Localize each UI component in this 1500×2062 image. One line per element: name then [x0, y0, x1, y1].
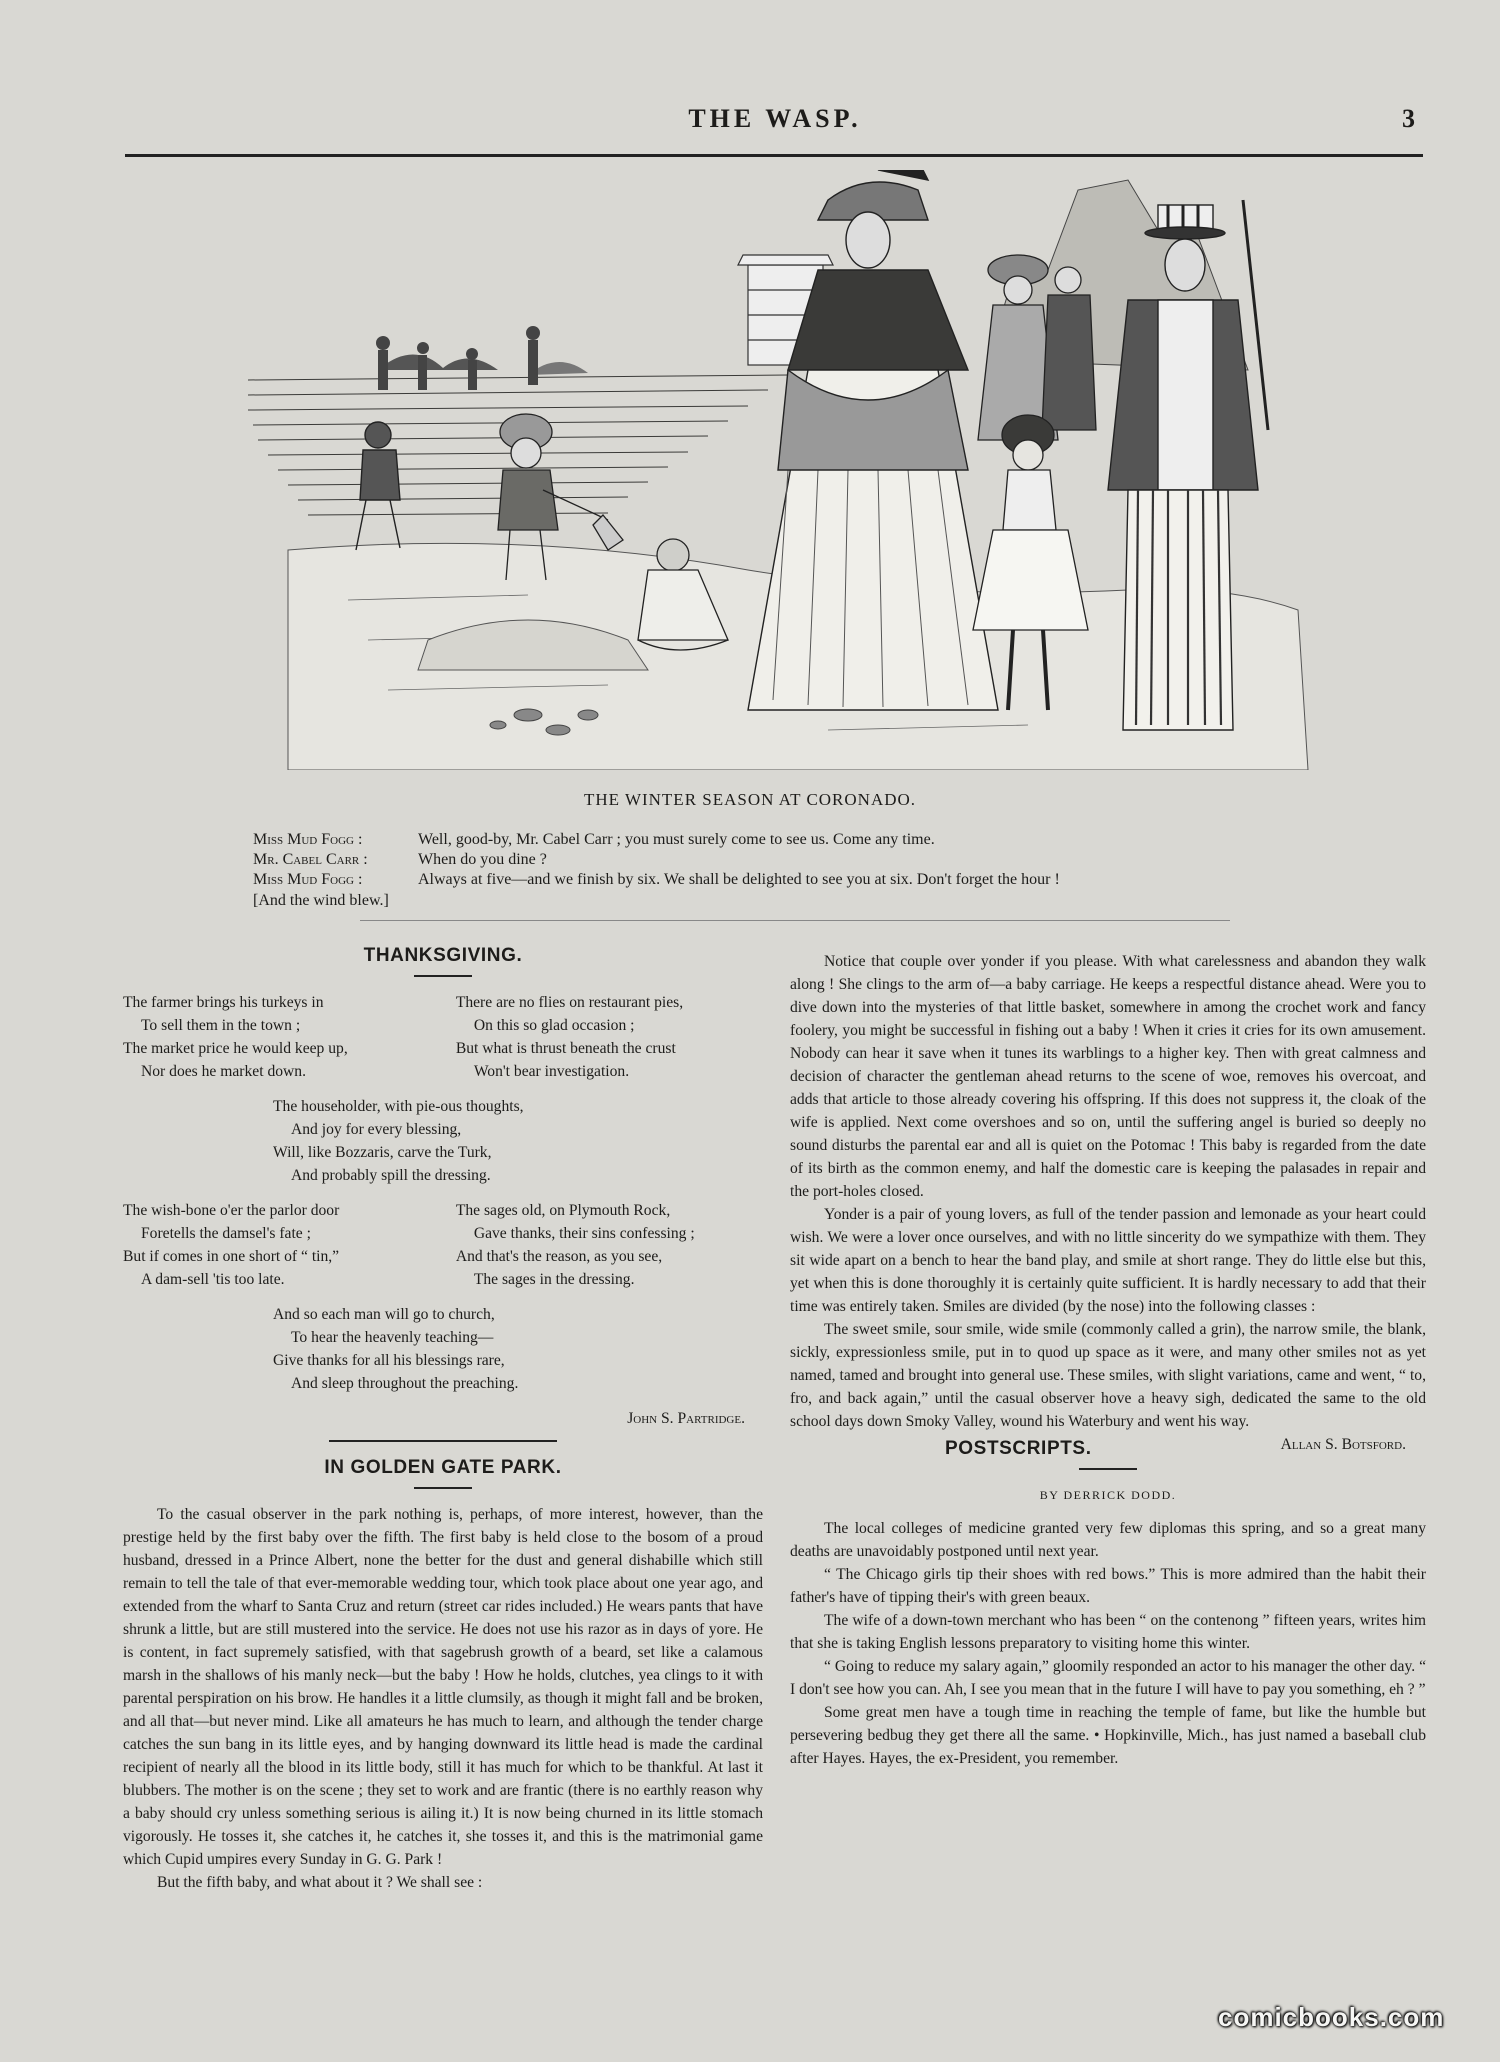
beach-scene-illustration — [228, 170, 1328, 770]
poem-stanza-pair — [123, 991, 763, 1083]
publication-title: THE WASP. — [688, 104, 862, 133]
left-column — [123, 944, 763, 1894]
poem-stanza — [273, 1303, 763, 1395]
poem-line: The market price he would keep up, — [123, 1040, 348, 1057]
speaker-name: Miss Mud Fogg : — [253, 871, 363, 888]
poem-stanza — [273, 1095, 763, 1187]
heading-rule — [414, 1487, 472, 1489]
poem-author: John S. Partridge. — [627, 1410, 745, 1427]
section-rule — [329, 1440, 557, 1442]
poem-line: The sages in the dressing. — [473, 1271, 635, 1288]
poem-line: And so each man will go to church, — [273, 1306, 495, 1323]
engraving-beach-scene-illustration — [228, 170, 1328, 770]
postscripts-body — [790, 1517, 1426, 1770]
article-paragraph: To the casual observer in the park nothing is, perhaps, of more interest, however, than the prestige held by the first baby over the fifth. The first baby is held close to the bosom of a proud husband, dressed in a Prince Albert, none the better for the dust and general dishabille which still remain to tell the tale of that ever-memorable wedding tour, which took place about one year ago, and extended from the wharf to Santa Cruz and return (street car rides included.) He wears pants that have shrunk a little, but are still mustered into the service. He does not use his razor as in days of yore. He is content, in fact supremely satisfied, with that sagebrush growth of a beard, set like a calamous marsh in the shallows of his manly neck—but the baby ! How he holds, clutches, yea clings to it with parental perspiration on his brow. He handles it a little clumsily, as though it might fall and be broken, and all that—but never mind. Like all amateurs he has much to learn, and although the tender charge catches the sun bang in its little eyes, and by hanging downward its little head is made the cardinal recipient of nearly all the blood in its little body, still it has much for which to be thankful. At last it blubbers. The mother is on the scene ; they set to work and are frantic (there is no earthly reason why a baby should cry unless something serious is ailing it.) It is now being churned in its little stomach vigorously. He tosses it, she catches it, he catches it, she tosses it, and this is the matrimonial game which Cupid umpires every Sunday in G. G. Park ! — [123, 1506, 763, 1868]
poem-line: Won't bear investigation. — [473, 1063, 630, 1080]
dialogue-line — [253, 850, 1313, 870]
dialogue-text: Always at five—and we finish by six. We shall be delighted to see you at six. Don't forget the hour ! — [418, 871, 1060, 888]
postscript-paragraph: “ The Chicago girls tip their shoes with red bows.” This is more admired than the habit their father's have of tipping their's with green beaux. — [790, 1566, 1426, 1606]
poem-stanza — [123, 991, 430, 1083]
poem-line: The wish-bone o'er the parlor door — [123, 1202, 340, 1219]
article-author: Allan S. Botsford. — [1280, 1436, 1406, 1453]
caption-rule — [360, 920, 1230, 921]
poem-line: On this so glad occasion ; — [473, 1017, 635, 1034]
dialogue-line — [253, 830, 1313, 850]
article-paragraph: Yonder is a pair of young lovers, as full of the tender passion and lemonade as your heart could wish. We were a lover once ourselves, and with no little sincerity do we sympathize with them. They sit wide apart on a bench to hear the band play, and smile at short range. They do little else but this, yet when this is done thoroughly it is certainly quite sufficient. It is hardly necessary to add that their time was entirely taken. Smiles are divided (by the nose) into the following classes : — [790, 1206, 1426, 1315]
poem-line: Gave thanks, their sins confessing ; — [473, 1225, 695, 1242]
postscripts-heading: POSTSCRIPTS. — [945, 1438, 1092, 1459]
poem-line: And probably spill the dressing. — [291, 1167, 491, 1184]
dialogue-text: Well, good-by, Mr. Cabel Carr ; you must surely come to see us. Come any time. — [418, 831, 935, 848]
dialogue-text: When do you dine ? — [418, 851, 547, 868]
poem-stanza — [123, 1199, 430, 1291]
poem-line: And sleep throughout the preaching. — [291, 1375, 519, 1392]
poem-line: The householder, with pie-ous thoughts, — [273, 1098, 524, 1115]
article-paragraph-text: The sweet smile, sour smile, wide smile (commonly called a grin), the narrow smile, the blank, sickly, expressionless smile, put in to quod up space as it were, and many other smiles not as yet named, tamed and brought into general use. These smiles, with slight variations, came and went, “ to, fro, and back again,” until the casual observer hove a heavy sigh, dedicated the same to the old school days down Smoky Valley, wound his Waterbury and went his way. — [790, 1321, 1426, 1430]
poem-line: The sages old, on Plymouth Rock, — [455, 1202, 671, 1219]
watermark: comicbooks.com — [1218, 2002, 1445, 2032]
poem-line: But what is thrust beneath the crust — [455, 1040, 676, 1057]
article-body — [123, 1503, 763, 1894]
heading-rule — [1079, 1468, 1137, 1470]
poem-line: Foretells the damsel's fate ; — [141, 1225, 311, 1242]
poem-stanza — [456, 1199, 763, 1291]
caption-title: THE WINTER SEASON AT CORONADO. — [583, 790, 917, 809]
article-paragraph: Notice that couple over yonder if you please. With what carelessness and abandon they walk along ! She clings to the arm of—a baby carriage. He keeps a respectful distance ahead. Were you to dive down into the mysteries of that little basket, somewhere in among the crochet work and fancy foolery, you might be successful in fishing out a baby ! When it cries it cries for its own amusement. Nobody can hear it save when it tunes its warblings to a higher key. Then with great calmness and decision of character the gentleman ahead returns to the scene of woe, removes his overcoat, and adds that article to those already covering his offspring. If this does not suppress it, the cloak of the wife is applied. Next come overshoes and so on, until the suffering angel is buried so deeply no sound disturbs the parental ear and all is quiet on the Potomac ! This baby is regarded from the date of its birth as the common enemy, and half the domestic care is keeping the palasades in repair and the port-holes closed. — [790, 953, 1426, 1200]
heading-rule — [414, 975, 472, 977]
postscript-paragraph: “ Going to reduce my salary again,” gloomily responded an actor to his manager the other day. “ I don't see how you can. Ah, I see you mean that in the future I will have to pay you something, eh ? ” — [790, 1658, 1426, 1698]
masthead — [125, 104, 1425, 144]
poem-line: Give thanks for all his blessings rare, — [273, 1352, 505, 1369]
poem-line: A dam-sell 'tis too late. — [141, 1271, 285, 1288]
dialogue-line — [253, 870, 1313, 890]
poem-line: Will, like Bozzaris, carve the Turk, — [273, 1144, 492, 1161]
poem-line: Nor does he market down. — [141, 1063, 306, 1080]
postscript-paragraph: Some great men have a tough time in reaching the temple of fame, but like the humble but persevering bedbug they get there all the same. • Hopkinville, Mich., has just named a baseball club after Hayes. Hayes, the ex-President, you remember. — [790, 1704, 1426, 1767]
poem-line: There are no flies on restaurant pies, — [455, 994, 684, 1011]
poem-line: The farmer brings his turkeys in — [123, 994, 324, 1011]
page-number: 3 — [1402, 104, 1415, 133]
poem-line: To hear the heavenly teaching— — [291, 1329, 494, 1346]
article-paragraph: But the fifth baby, and what about it ? We shall see : — [157, 1874, 483, 1891]
poem-stanza — [456, 991, 763, 1083]
postscript-paragraph: The wife of a down-town merchant who has been “ on the contenong ” fifteen years, writes him that she is taking English lessons preparatory to visiting home this winter. — [790, 1612, 1426, 1652]
golden-gate-heading: IN GOLDEN GATE PARK. — [324, 1457, 562, 1478]
speaker-name: Mr. Cabel Carr : — [253, 851, 368, 868]
stage-direction: [And the wind blew.] — [253, 892, 389, 909]
postscript-paragraph: The local colleges of medicine granted very few diplomas this spring, and so a great many deaths are unavoidably postponed until next year. — [790, 1520, 1426, 1560]
poem-line: To sell them in the town ; — [141, 1017, 301, 1034]
poem-line: And joy for every blessing, — [291, 1121, 462, 1138]
speaker-name: Miss Mud Fogg : — [253, 831, 363, 848]
header-rule — [125, 154, 1423, 157]
poem-stanza-pair — [123, 1199, 763, 1291]
right-column — [790, 950, 1426, 1770]
caption-dialogue — [253, 830, 1313, 911]
poem-line: But if comes in one short of “ tin,” — [123, 1248, 340, 1265]
byline: BY DERRICK DODD. — [1039, 1488, 1177, 1502]
thanksgiving-heading: THANKSGIVING. — [363, 945, 523, 966]
poem-line: And that's the reason, as you see, — [455, 1248, 663, 1265]
